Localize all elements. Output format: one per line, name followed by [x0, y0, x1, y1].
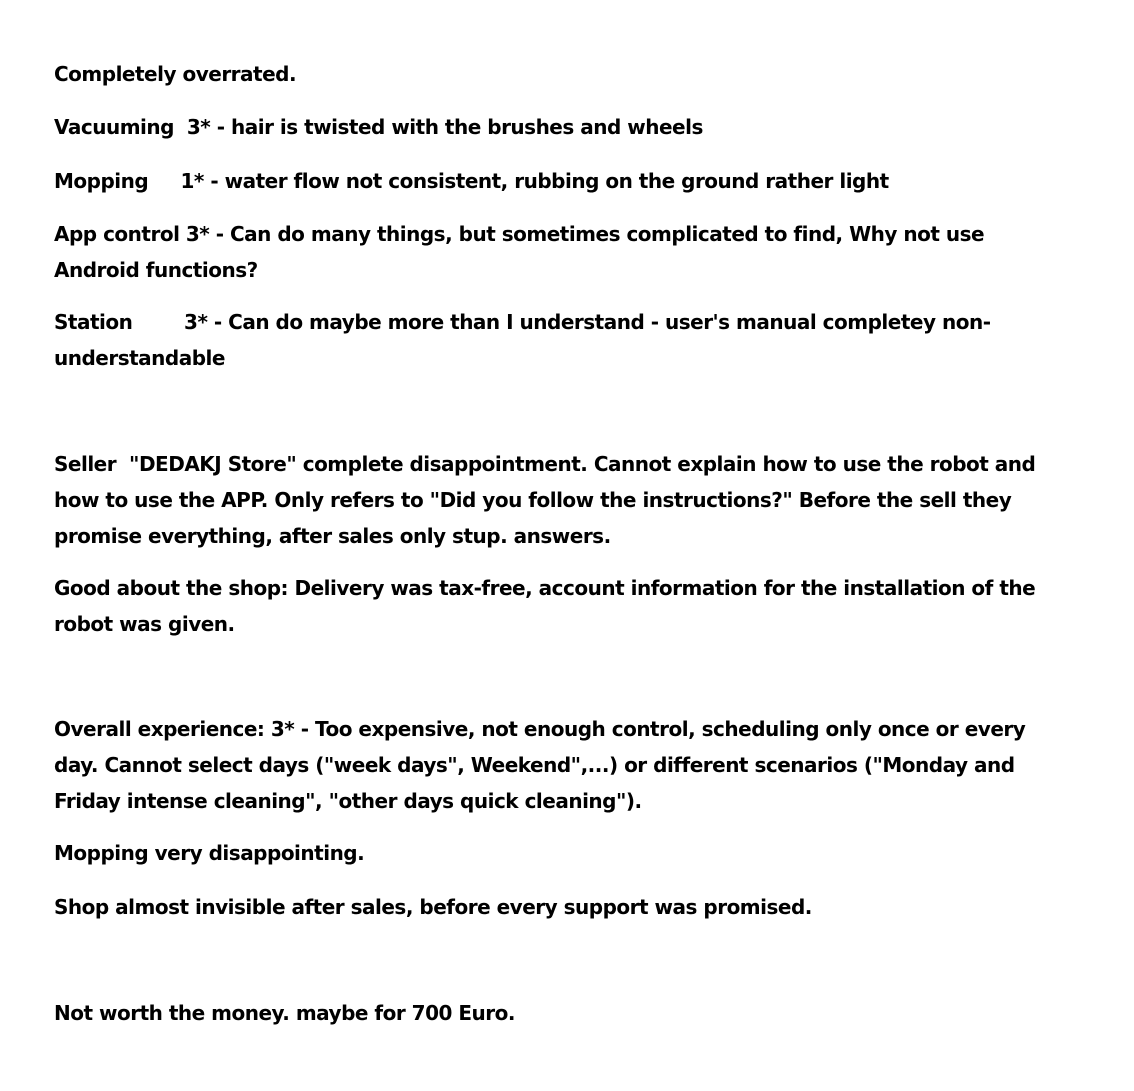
shop-invisible-line: Shop almost invisible after sales, before every support was promised.	[54, 895, 812, 919]
app-control-line-2: Android functions?	[54, 258, 258, 282]
overall-line-3: Friday intense cleaning", "other days quick cleaning").	[54, 789, 642, 813]
mopping-disappointing-paragraph	[54, 835, 1094, 871]
overall-experience-paragraph	[54, 711, 1094, 819]
seller-line-3: promise everything, after sales only stup. answers.	[54, 524, 611, 548]
station-line-1: Station 3* - Can do maybe more than I understand - user's manual completey non-	[54, 310, 991, 334]
not-worth-line: Not worth the money. maybe for 700 Euro.	[54, 1001, 515, 1025]
mopping-rating	[54, 163, 1094, 199]
vacuuming-rating	[54, 109, 1094, 145]
overall-line-1: Overall experience: 3* - Too expensive, not enough control, scheduling only once or every	[54, 717, 1026, 741]
opening-line: Completely overrated.	[54, 62, 297, 86]
seller-line-2: how to use the APP. Only refers to "Did you follow the instructions?" Before the sell they	[54, 488, 1012, 512]
opening-paragraph	[54, 56, 1094, 92]
app-control-line-1: App control 3* - Can do many things, but sometimes complicated to find, Why not use	[54, 222, 985, 246]
mopping-line: Mopping 1* - water flow not consistent, rubbing on the ground rather light	[54, 169, 889, 193]
good-line-1: Good about the shop: Delivery was tax-free, account information for the installation of the	[54, 576, 1036, 600]
mopping-disappointing-line: Mopping very disappointing.	[54, 841, 365, 865]
overall-line-2: day. Cannot select days ("week days", Weekend",...) or different scenarios ("Monday and	[54, 753, 1015, 777]
station-rating	[54, 304, 1094, 376]
shop-invisible-paragraph	[54, 889, 1094, 925]
station-line-2: understandable	[54, 346, 225, 370]
seller-line-1: Seller "DEDAKJ Store" complete disappointment. Cannot explain how to use the robot and	[54, 452, 1036, 476]
good-about-shop-paragraph	[54, 570, 1094, 642]
vacuuming-line: Vacuuming 3* - hair is twisted with the brushes and wheels	[54, 115, 703, 139]
good-line-2: robot was given.	[54, 612, 235, 636]
seller-paragraph	[54, 446, 1094, 554]
app-control-rating	[54, 216, 1094, 288]
not-worth-paragraph	[54, 995, 1094, 1031]
